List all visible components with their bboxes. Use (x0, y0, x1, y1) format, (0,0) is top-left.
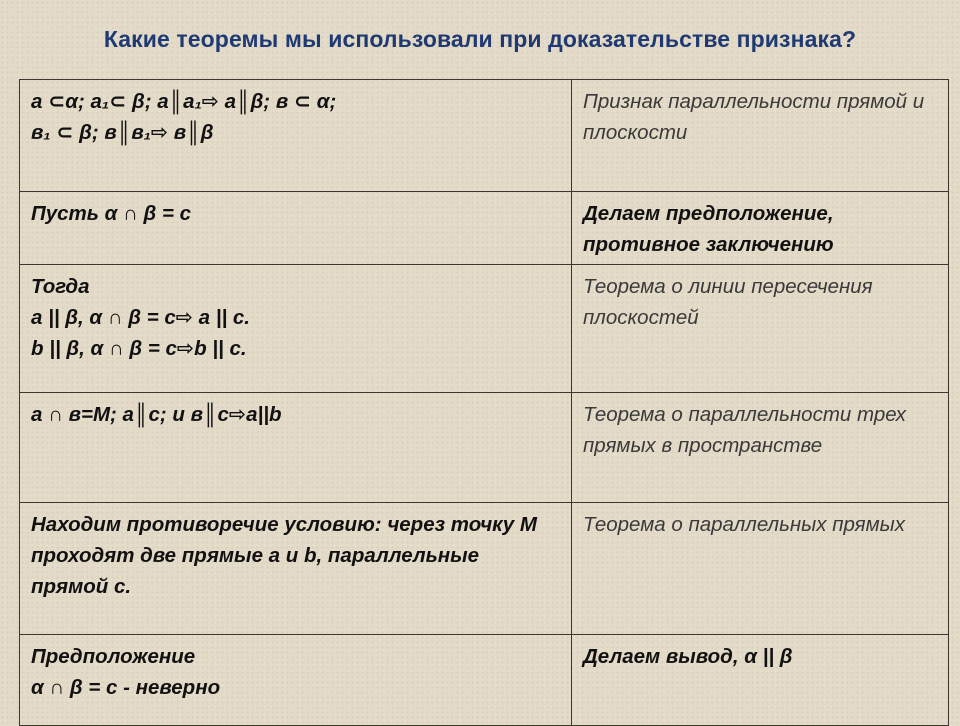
statement-line: Предположение (31, 645, 196, 668)
statement-line: Находим противоречие условию: через точку М проходят две прямые а и b, параллельные прямой с. (31, 513, 537, 598)
statement-line: а ∩ в=М; а║с; и в║с⇨а||b (31, 403, 282, 426)
table-row (20, 80, 949, 192)
theorem-cell: Теорема о линии пересечения плоскостей (572, 265, 949, 393)
statement-line: Пусть α ∩ β = с (31, 202, 192, 225)
statement-line: Тогда (31, 275, 90, 298)
theorem-cell: Теорема о параллельности трех прямых в пространстве (572, 393, 949, 503)
slide-title: Какие теоремы мы использовали при доказательстве признака? (103, 26, 857, 52)
table-row (20, 393, 949, 503)
theorem-cell: Признак параллельности прямой и плоскости (572, 80, 949, 192)
statement-cell (20, 265, 572, 393)
statement-line: α ∩ β = с - неверно (31, 676, 221, 699)
theorem-cell: Делаем вывод, α || β (572, 635, 949, 726)
table-row (20, 503, 949, 635)
statement-line: а || β, α ∩ β = с⇨ а || с. (31, 306, 251, 329)
table-row (20, 192, 949, 265)
statement-cell (20, 503, 572, 635)
statement-cell (20, 192, 572, 265)
proof-table (19, 79, 949, 726)
statement-line: в₁ ⊂ β; в║в₁⇨ в║β (31, 121, 214, 144)
statement-cell (20, 393, 572, 503)
statement-line: b || β, α ∩ β = с⇨b || с. (31, 337, 247, 360)
statement-cell (20, 635, 572, 726)
table-row (20, 265, 949, 393)
theorem-cell: Делаем предположение, противное заключению (572, 192, 949, 265)
theorem-cell: Теорема о параллельных прямых (572, 503, 949, 635)
statement-cell (20, 80, 572, 192)
table-row (20, 635, 949, 726)
statement-line: а ⊂α; а₁⊂ β; а║а₁⇨ а║β; в ⊂ α; (31, 90, 337, 113)
